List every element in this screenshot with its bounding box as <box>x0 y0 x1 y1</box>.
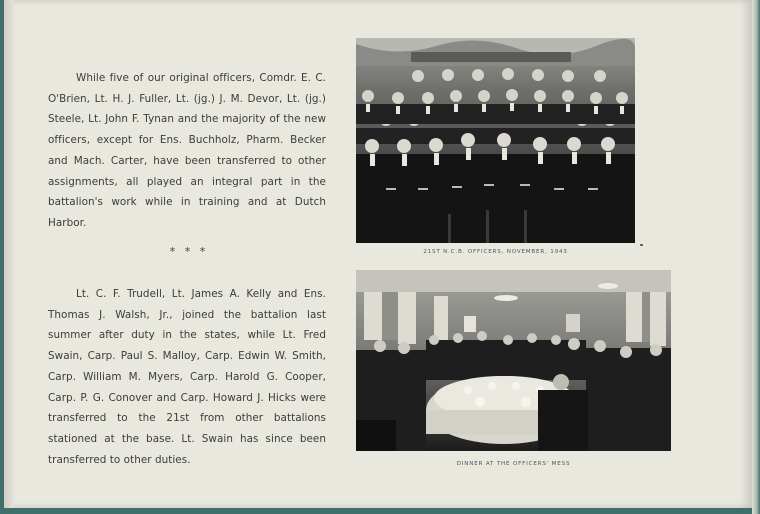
officers-group-photo <box>356 38 635 243</box>
group-photo-image <box>356 38 635 243</box>
transfers-paragraph <box>48 284 326 470</box>
paragraph-text: Lt. C. F. Trudell, Lt. James A. Kelly and Ens. Thomas J. Walsh, Jr., joined the battalion last summer after duty in the states, while Lt. Fred Swain, Carp. Paul S. Malloy, Carp. Edwin W. Smith, Carp. William M. Myers, Carp. Harold G. Cooper, Carp. P. G. Conover and Carp. Howard J. Hicks were transferred to the 21st from other battalions stationed at the base. Lt. Swain has since been transferred to other duties. <box>48 288 326 466</box>
page-spine <box>4 0 14 508</box>
officers-paragraph <box>48 68 326 234</box>
print-mark <box>640 244 643 246</box>
paragraph-text: While five of our original officers, Comdr. E. C. O'Brien, Lt. H. J. Fuller, Lt. (jg.) J. M. Devor, Lt. (jg.) Steele, Lt. John F. Tynan and the majority of the new officers, except for Ens. Buchholz, Pharm. Becker and Mach. Carter, have been transferred to other assignments, all played an integral part in the battalion's work while in training and at Dutch Harbor. <box>48 72 326 229</box>
page-edge <box>752 0 760 514</box>
officers-mess-photo <box>356 270 671 451</box>
dinner-photo-caption: DINNER AT THE OFFICERS' MESS <box>456 461 571 467</box>
section-separator: * * * <box>169 245 209 258</box>
group-photo-caption: 21ST N.C.B. OFFICERS, NOVEMBER, 1943 <box>423 249 568 255</box>
dinner-photo-image <box>356 270 671 451</box>
